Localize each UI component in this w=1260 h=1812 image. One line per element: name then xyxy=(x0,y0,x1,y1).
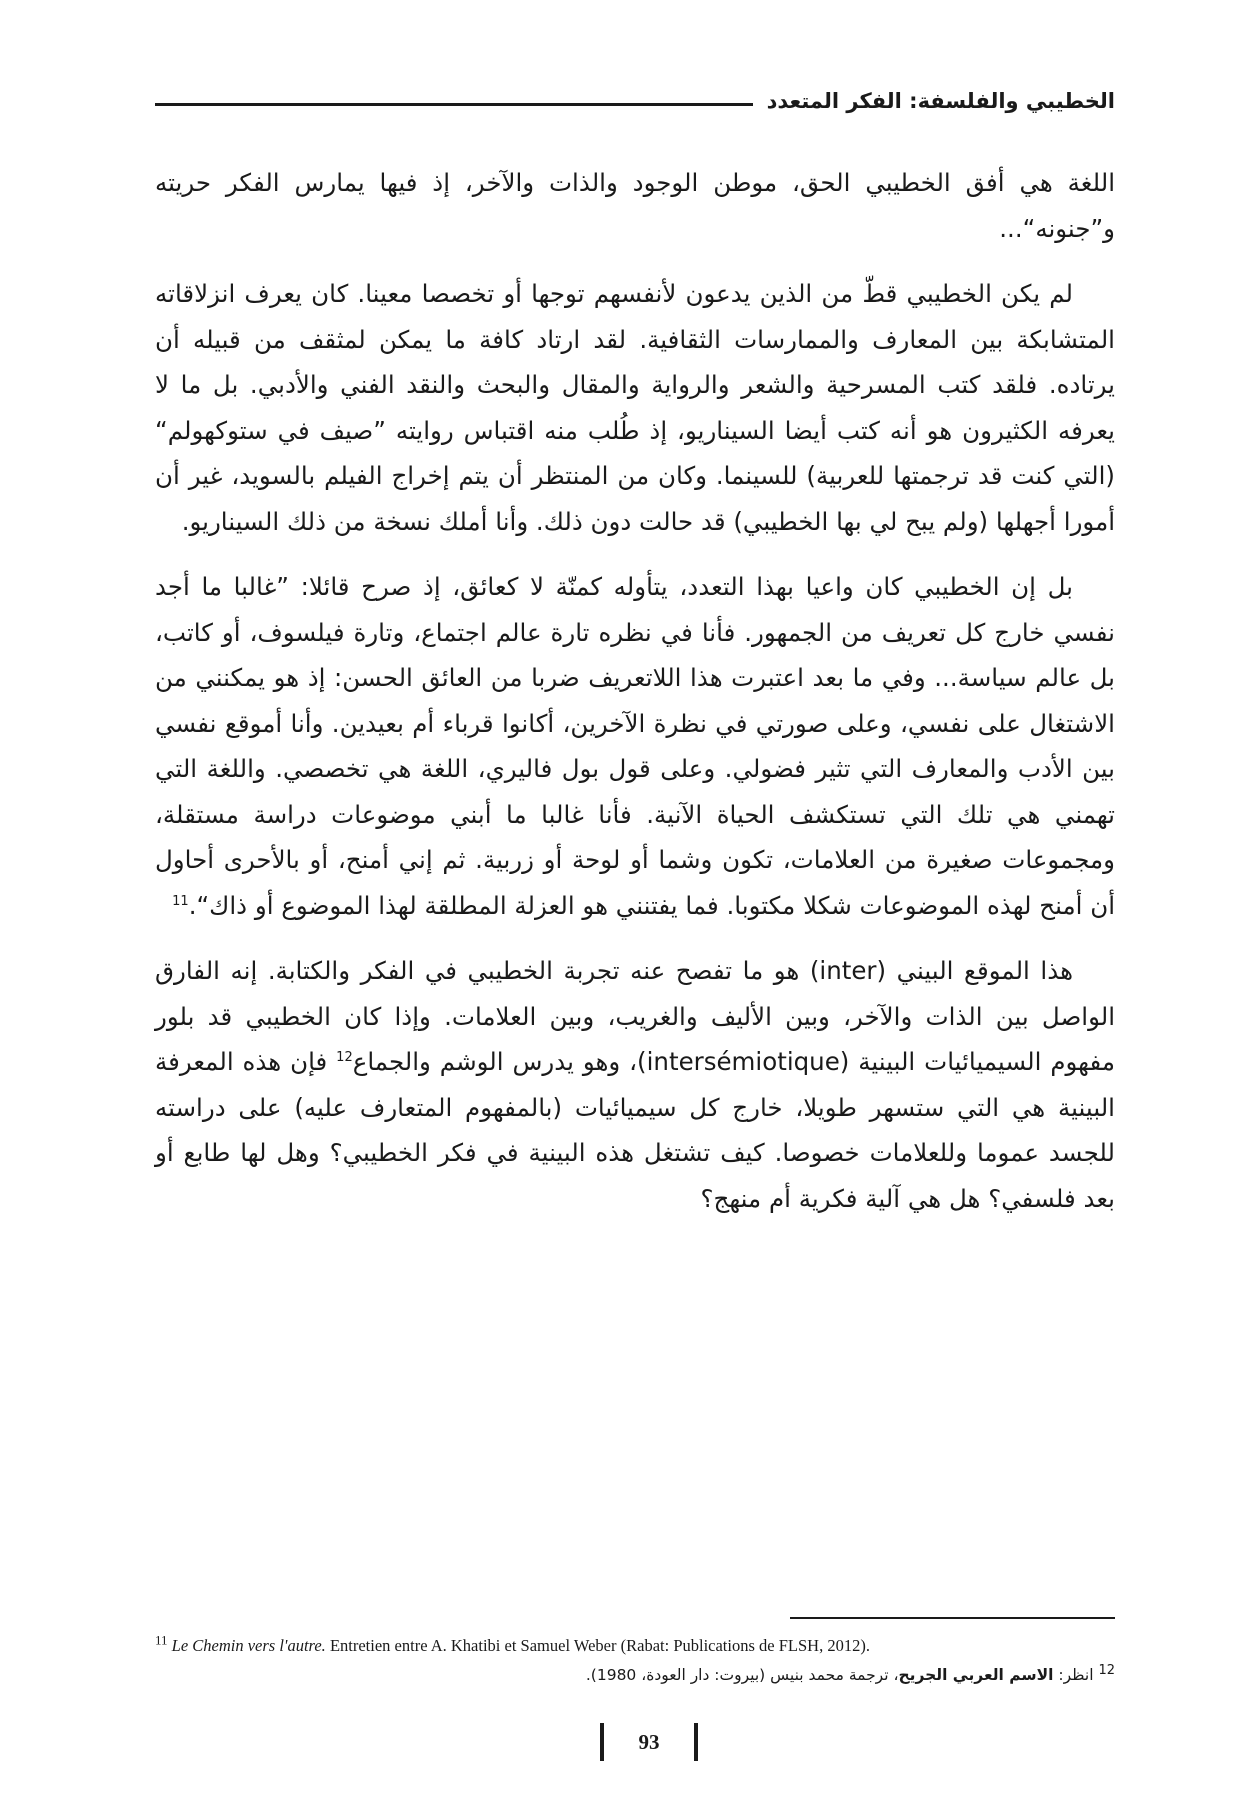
body-text xyxy=(155,160,1115,1241)
footnote-12 xyxy=(155,1662,1115,1688)
paragraph-1: اللغة هي أفق الخطيبي الحق، موطن الوجود والذات والآخر، إذ فيها يمارس الفكر حريته و”جنونه“... xyxy=(155,168,1115,243)
page-number: 93 xyxy=(600,1723,698,1761)
footnote-12-number: 12 xyxy=(1098,1662,1115,1678)
header-rule xyxy=(155,103,753,106)
paragraph-3-text: بل إن الخطيبي كان واعيا بهذا التعدد، يتأوله كمنّة لا كعائق، إذ صرح قائلا: ”غالبا ما أجد نفسي خارج كل تعريف من الجمهور. فأنا في نظره تارة عالم اجتماع، وتارة فيلسوف، أو كاتب، بل عالم سياسة... وفي ما بعد اعتبرت هذا اللاتعريف ضربا من العائق الحسن: إذ هو يمكنني من الاشتغال على نفسي، وعلى صورتي في نظرة الآخرين، أكانوا قرباء أم بعيدين. وأنا أموقع نفسي بين الأدب والمعارف التي تثير فضولي. وعلى قول بول فاليري، اللغة هي تخصصي. واللغة التي تهمني هي تلك التي تستكشف الحياة الآنية. فأنا غالبا ما أبني موضوعات دراسة مستقلة، ومجموعات صغيرة من العلامات، تكون وشما أو لوحة أو زربية. ثم إني أمنح، أو بالأحرى أحاول أن أمنح لهذه الموضوعات شكلا مكتوبا. فما يفتنني هو العزلة المطلقة لهذا الموضوع أو ذاك“. xyxy=(155,572,1115,920)
footnote-ref-11[interactable]: 11 xyxy=(172,893,189,909)
footnote-separator xyxy=(790,1617,1115,1619)
paragraph-4 xyxy=(155,948,1115,1221)
running-header-title: الخطيبي والفلسفة: الفكر المتعدد xyxy=(766,89,1115,113)
footnote-12-prefix: انظر: xyxy=(1053,1666,1099,1684)
footnote-11 xyxy=(155,1633,1115,1659)
paragraph-2: لم يكن الخطيبي قطّ من الذين يدعون لأنفسهم توجها أو تخصصا معينا. كان يعرف انزلاقاته المتشابكة بين المعارف والممارسات الثقافية. لقد ارتاد كافة ما يمكن لمثقف من قبيله أن يرتاده. فلقد كتب المسرحية والشعر والرواية والمقال والبحث والنقد الفني والأدبي. بل ما لا يعرفه الكثيرون هو أنه كتب أيضا السيناريو، إذ طُلب منه اقتباس روايته ”صيف في ستوكهولم“ (التي كنت قد ترجمتها للعربية) للسينما. وكان من المنتظر أن يتم إخراج الفيلم بالسويد، غير أن أمورا أجهلها (ولم يبح لي بها الخطيبي) قد حالت دون ذلك. وأنا أملك نسخة من ذلك السيناريو. xyxy=(155,279,1115,536)
footnote-11-number: 11 xyxy=(155,1632,168,1648)
footnote-12-book-title: الاسم العربي الجريح xyxy=(898,1666,1054,1684)
footnote-12-text: ، ترجمة محمد بنيس (بيروت: دار العودة، 1980). xyxy=(585,1666,899,1684)
running-header xyxy=(155,86,1115,116)
footnote-ref-12[interactable]: 12 xyxy=(336,1049,353,1065)
footnote-11-text: Entretien entre A. Khatibi et Samuel Weber (Rabat: Publications de FLSH, 2012). xyxy=(325,1636,870,1655)
paragraph-4-text-b: فإن هذه المعرفة البينية هي التي ستسهر طويلا، خارج كل سيميائيات (بالمفهوم المتعارف عليه) على دراسته للجسد عموما وللعلامات خصوصا. كيف تشتغل هذه البينية في فكر الخطيبي؟ وهل لها طابع أو بعد فلسفي؟ هل هي آلية فكرية أم منهج؟ xyxy=(155,1047,1115,1213)
footnote-11-title: Le Chemin vers l'autre. xyxy=(171,1636,326,1655)
paragraph-4-text-a: هذا الموقع البيني (inter) هو ما تفصح عنه تجربة الخطيبي في الفكر والكتابة. إنه الفارق الواصل بين الذات والآخر، وبين الأليف والغريب، وبين العلامات. وإذا كان الخطيبي قد بلور مفهوم السيميائيات البينية (intersémiotique)، وهو يدرس الوشم والجماع xyxy=(155,956,1115,1076)
paragraph-3 xyxy=(155,564,1115,928)
